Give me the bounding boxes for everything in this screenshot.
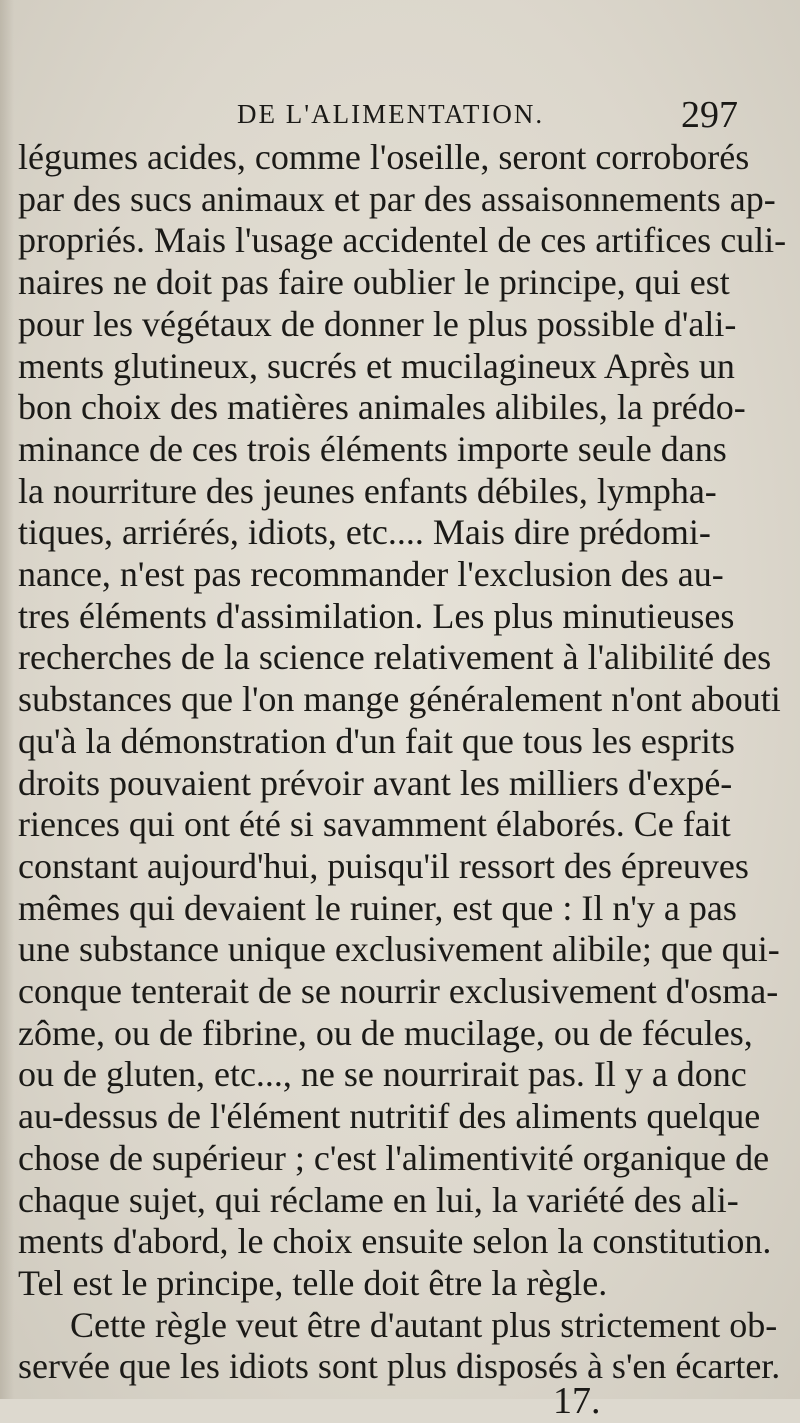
page-header bbox=[0, 93, 800, 136]
text-line: légumes acides, comme l'oseille, seront corroborés bbox=[18, 137, 750, 177]
text-line: naires ne doit pas faire oublier le principe, qui est bbox=[18, 262, 730, 303]
text-line: droits pouvaient prévoir avant les milliers d'expé- bbox=[18, 762, 733, 803]
text-line: servée que les idiots sont plus disposés à s'en écarter. bbox=[18, 1346, 781, 1387]
signature-mark: 17. bbox=[553, 1380, 601, 1422]
text-line: une substance unique exclusivement alibile; que qui- bbox=[18, 929, 780, 970]
text-line: recherches de la science relativement à l'alibilité des bbox=[18, 637, 772, 678]
page-spine-shadow bbox=[0, 0, 14, 1399]
text-line: ments glutineux, sucrés et mucilagineux Après un bbox=[18, 345, 735, 386]
text-line-indented: Cette règle veut être d'autant plus strictement ob- bbox=[70, 1304, 778, 1345]
text-line: tiques, arriérés, idiots, etc.... Mais dire prédomi- bbox=[18, 512, 711, 553]
text-line: ou de gluten, etc..., ne se nourrirait pas. Il y a donc bbox=[18, 1054, 747, 1095]
text-line: nance, n'est pas recommander l'exclusion des au- bbox=[18, 554, 724, 594]
page-number: 297 bbox=[681, 94, 738, 136]
text-line: chose de supérieur ; c'est l'alimentivité organique de bbox=[18, 1137, 770, 1178]
text-line: pour les végétaux de donner le plus possible d'ali- bbox=[18, 303, 737, 344]
text-line: au-dessus de l'élément nutritif des aliments quelque bbox=[18, 1096, 761, 1137]
text-line: zôme, ou de fibrine, ou de mucilage, ou de fécules, bbox=[18, 1012, 753, 1053]
text-line: constant aujourd'hui, puisqu'il ressort des épreuves bbox=[18, 845, 749, 886]
text-line: bon choix des matières animales alibiles, la prédo- bbox=[18, 387, 746, 428]
text-line: mêmes qui devaient le ruiner, est que : Il n'y a pas bbox=[18, 887, 737, 928]
text-line: qu'à la démonstration d'un fait que tous les esprits bbox=[18, 720, 735, 761]
text-line: riences qui ont été si savamment élaborés. Ce fait bbox=[18, 804, 731, 845]
running-head: DE L'ALIMENTATION. bbox=[237, 99, 545, 129]
text-line: ments d'abord, le choix ensuite selon la constitution. bbox=[18, 1221, 772, 1262]
text-line: la nourriture des jeunes enfants débiles, lympha- bbox=[18, 470, 717, 511]
text-line: Tel est le principe, telle doit être la règle. bbox=[18, 1262, 608, 1303]
text-line: tres éléments d'assimilation. Les plus minutieuses bbox=[18, 595, 735, 636]
text-line: minance de ces trois éléments importe seule dans bbox=[18, 428, 727, 469]
text-line: chaque sujet, qui réclame en lui, la variété des ali- bbox=[18, 1179, 739, 1220]
text-line: par des sucs animaux et par des assaisonnements ap- bbox=[18, 178, 776, 219]
text-line: substances que l'on mange généralement n'ont abouti bbox=[18, 679, 781, 720]
text-line: propriés. Mais l'usage accidentel de ces artifices culi- bbox=[18, 220, 787, 261]
text-line: conque tenterait de se nourrir exclusivement d'osma- bbox=[18, 971, 779, 1011]
